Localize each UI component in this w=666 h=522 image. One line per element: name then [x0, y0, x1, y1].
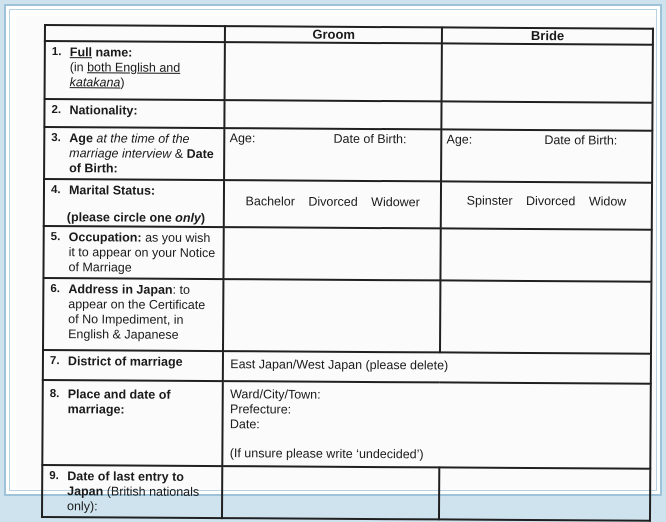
district-value: East Japan/West Japan (please delete) [230, 357, 449, 373]
occupation-word: Occupation: [68, 230, 142, 245]
label-last-entry [42, 465, 223, 518]
name-word: name: [92, 45, 133, 60]
bride-dob-label: Date of Birth: [544, 133, 618, 148]
label-marital-status [44, 179, 225, 227]
row-number: 3. [51, 132, 61, 145]
bride-marital-status-field [441, 181, 652, 229]
row-district [43, 350, 651, 384]
groom-occupation-field[interactable] [224, 227, 441, 280]
nationality-label: Nationality: [69, 103, 138, 118]
bride-full-name-field[interactable] [442, 43, 653, 102]
row-place-date [42, 380, 651, 469]
bride-address-field[interactable] [440, 280, 651, 353]
age-word: Age [69, 131, 93, 146]
groom-address-field[interactable] [223, 279, 440, 352]
circle-note: (please circle one only) [66, 210, 206, 225]
bride-last-entry-field[interactable] [439, 467, 650, 520]
groom-age-dob-field[interactable] [224, 128, 441, 181]
bride-occupation-field[interactable] [441, 228, 652, 281]
header-bride: Bride [442, 27, 653, 44]
row-number: 1. [51, 46, 62, 59]
dob-word: Date of Birth: [69, 146, 214, 176]
prefecture-label: Prefecture: [229, 402, 292, 417]
image-frame [4, 4, 662, 514]
district-label: District of marriage [67, 354, 183, 369]
paren-close: ) [120, 75, 125, 90]
header-groom: Groom [225, 26, 442, 43]
district-field[interactable] [223, 351, 651, 384]
row-number: 9. [49, 470, 59, 483]
option-bachelor[interactable]: Bachelor [245, 194, 295, 209]
groom-marital-status-field [224, 180, 441, 228]
bride-age-dob-field[interactable] [441, 129, 652, 182]
label-address [43, 278, 224, 351]
groom-dob-label: Date of Birth: [333, 131, 407, 147]
groom-nationality-field[interactable] [225, 100, 442, 129]
row-number: 6. [50, 283, 61, 296]
last-entry-word: Date of last entry to Japan [67, 469, 184, 499]
address-note: : to appear on the Certificate of No Impediment, in English & Japanese [68, 282, 206, 342]
row-address [43, 278, 651, 354]
label-full-name [45, 41, 226, 100]
both-english: both English and [87, 60, 181, 75]
date-label: Date: [229, 417, 260, 432]
row-number: 5. [50, 231, 61, 244]
label-place-date [42, 380, 223, 466]
marriage-form-table [41, 24, 654, 522]
groom-last-entry-field[interactable] [222, 466, 439, 519]
row-full-name [45, 41, 653, 103]
place-date-field[interactable] [223, 381, 651, 469]
row-number: 8. [49, 388, 60, 401]
paren-open: (in [69, 60, 88, 75]
marital-status-label: Marital Status: [68, 183, 156, 198]
header-blank [45, 25, 225, 42]
form-sheet [16, 16, 656, 514]
interview-note: at the time of the marriage interview [69, 131, 190, 161]
groom-age-label: Age: [229, 131, 256, 146]
row-marital-status [44, 179, 652, 230]
option-spinster[interactable]: Spinster [466, 193, 513, 208]
row-number: 7. [49, 355, 60, 368]
row-nationality [44, 99, 652, 131]
amp: & [171, 146, 187, 161]
last-entry-note: (British nationals only): [67, 484, 200, 514]
label-age-dob [44, 127, 225, 180]
label-occupation [43, 226, 224, 279]
address-word: Address in Japan [68, 282, 173, 297]
option-widower[interactable]: Widower [371, 195, 420, 210]
label-nationality [44, 99, 225, 128]
full-word: Full [69, 45, 93, 60]
occupation-note: as you wish it to appear on your Notice of Marriage [68, 230, 216, 275]
row-occupation [43, 226, 651, 282]
label-district [43, 350, 224, 381]
bride-age-label: Age: [446, 132, 473, 147]
place-date-label: Place and date of marriage: [67, 387, 171, 417]
row-number: 2. [51, 104, 62, 117]
option-widow[interactable]: Widow [588, 194, 627, 209]
katakana-word: katakana [69, 75, 121, 90]
option-divorced[interactable]: Divorced [525, 193, 576, 209]
row-last-entry [42, 465, 650, 521]
undecided-note: (If unsure please write ‘undecided’) [229, 446, 424, 462]
row-number: 4. [50, 184, 61, 197]
row-age-dob [44, 127, 652, 183]
option-divorced[interactable]: Divorced [308, 194, 358, 209]
groom-full-name-field[interactable] [225, 42, 442, 101]
ward-label: Ward/City/Town: [230, 387, 321, 402]
bride-nationality-field[interactable] [442, 101, 653, 130]
